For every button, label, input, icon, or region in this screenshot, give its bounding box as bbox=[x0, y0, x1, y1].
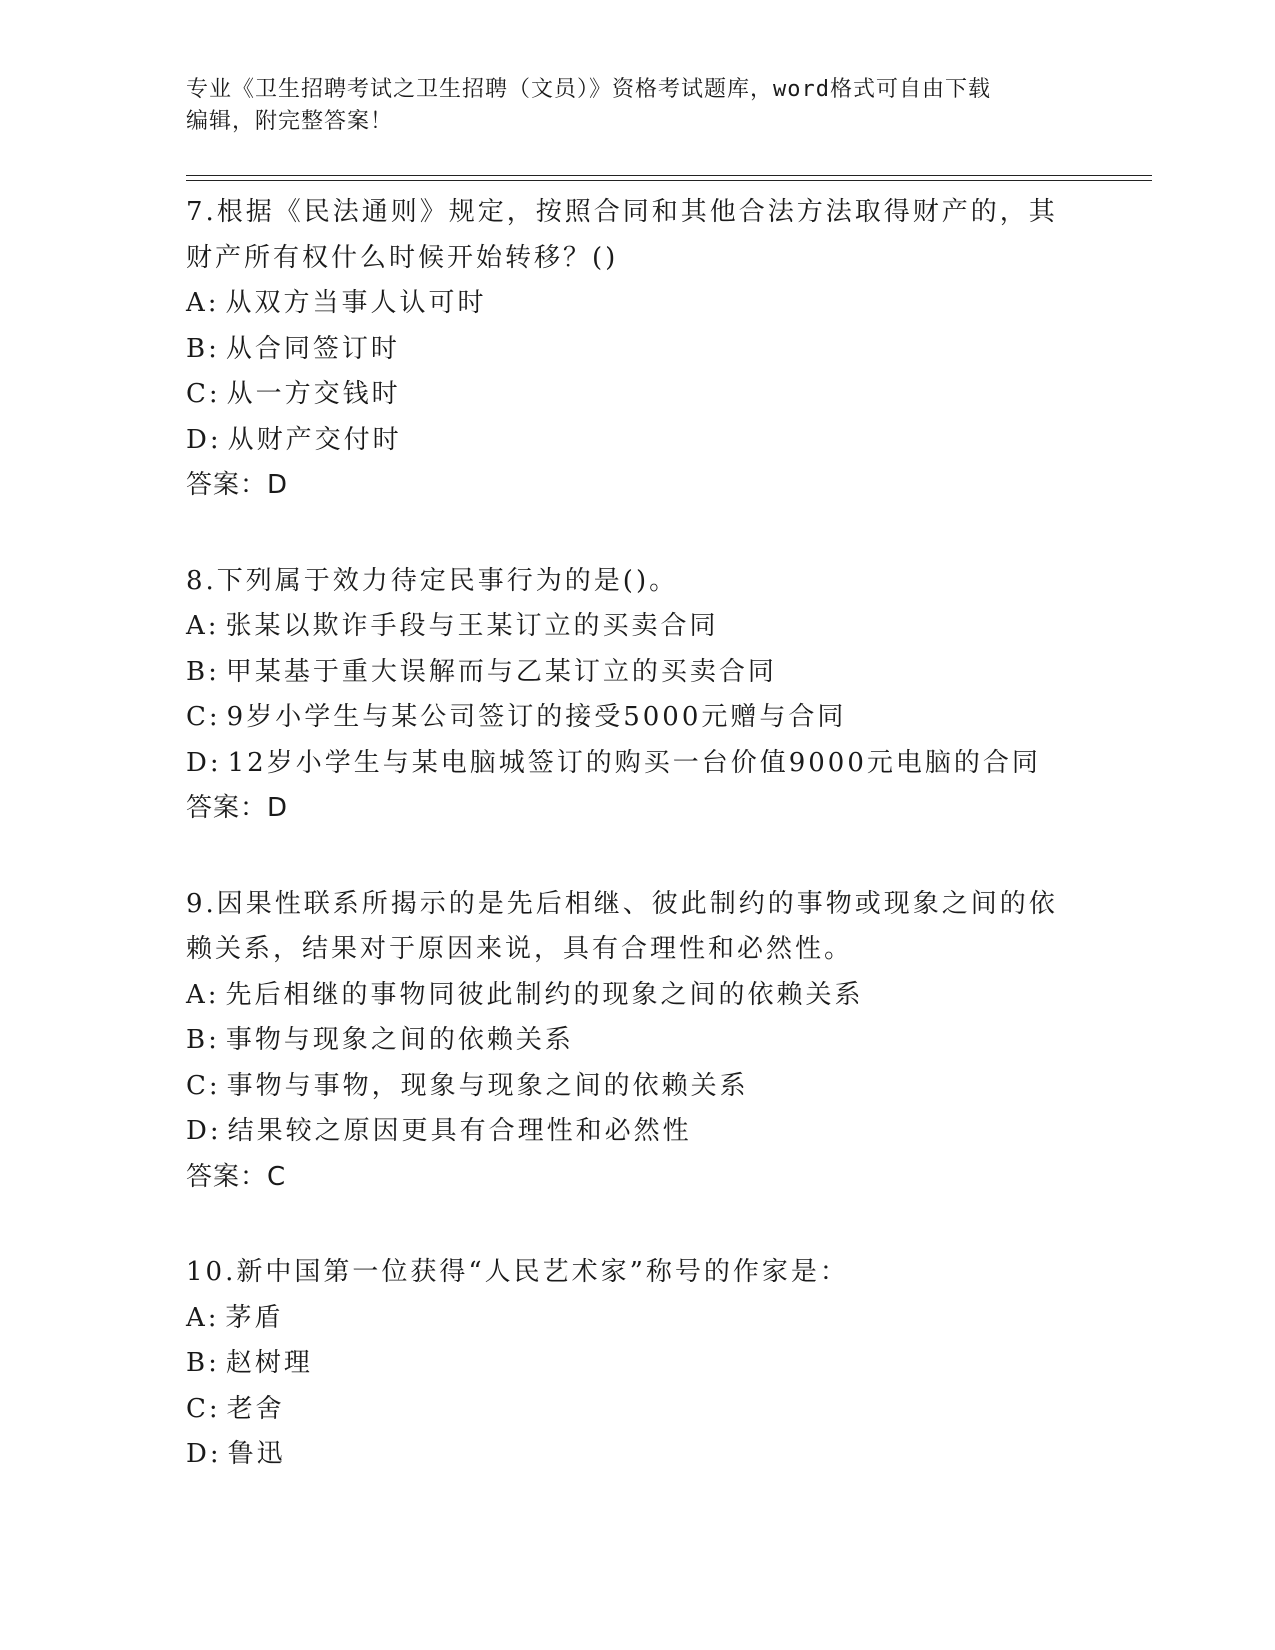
option-letter: B: bbox=[186, 1025, 220, 1055]
spacer bbox=[186, 509, 1086, 559]
option-letter: C: bbox=[186, 1070, 221, 1101]
question-stem-line: 8.下列属于效力待定民事行为的是()。 bbox=[186, 565, 679, 596]
option-text: 事物与现象之间的依赖关系 bbox=[225, 1025, 574, 1055]
option-letter: A: bbox=[186, 979, 220, 1010]
question-stem-line: 财产所有权什么时候开始转移？() bbox=[186, 242, 619, 273]
document-header bbox=[186, 74, 1066, 138]
option-text: 张某以欺诈手段与王某订立的买卖合同 bbox=[225, 611, 719, 641]
option-letter: D: bbox=[186, 1439, 222, 1469]
option-text: 赵树理 bbox=[225, 1348, 313, 1378]
header-line-2: 编辑，附完整答案！ bbox=[186, 109, 394, 134]
spacer bbox=[186, 832, 1086, 882]
option-b bbox=[186, 1341, 1086, 1387]
option-text: 事物与事物，现象与现象之间的依赖关系 bbox=[226, 1070, 749, 1101]
option-a bbox=[186, 973, 1086, 1019]
option-a bbox=[186, 604, 1086, 650]
question-stem-line: 7.根据《民法通则》规定，按照合同和其他合法方法取得财产的，其 bbox=[186, 197, 1058, 227]
option-text: 从双方当事人认可时 bbox=[225, 288, 487, 318]
option-b bbox=[186, 1018, 1086, 1064]
option-c bbox=[186, 372, 1086, 418]
question-8 bbox=[186, 559, 1086, 832]
option-c bbox=[186, 1064, 1086, 1110]
option-c bbox=[186, 1387, 1086, 1433]
spacer bbox=[186, 1200, 1086, 1250]
header-divider-bottom bbox=[186, 180, 1152, 181]
option-d bbox=[186, 418, 1086, 464]
option-letter: A: bbox=[186, 1302, 220, 1333]
option-letter: B: bbox=[186, 656, 220, 687]
answer-line: 答案：C bbox=[186, 1161, 287, 1192]
option-text: 鲁迅 bbox=[227, 1439, 286, 1469]
option-letter: B: bbox=[186, 1348, 220, 1378]
question-list bbox=[186, 190, 1086, 1478]
header-divider-top bbox=[186, 175, 1152, 176]
option-d bbox=[186, 1432, 1086, 1478]
option-b bbox=[186, 650, 1086, 696]
option-letter: D: bbox=[186, 1116, 222, 1146]
option-text: 9岁小学生与某公司签订的接受5000元赠与合同 bbox=[226, 702, 847, 732]
question-9 bbox=[186, 882, 1086, 1201]
question-10 bbox=[186, 1250, 1086, 1478]
question-7 bbox=[186, 190, 1086, 509]
option-text: 先后相继的事物同彼此制约的现象之间的依赖关系 bbox=[225, 979, 864, 1010]
option-d bbox=[186, 741, 1086, 787]
option-letter: D: bbox=[186, 424, 222, 455]
option-c bbox=[186, 695, 1086, 741]
option-text: 从合同签订时 bbox=[225, 333, 400, 364]
header-line-1: 专业《卫生招聘考试之卫生招聘（文员）》资格考试题库，word格式可自由下载 bbox=[186, 77, 991, 102]
option-letter: B: bbox=[186, 333, 220, 364]
question-stem-line: 赖关系，结果对于原因来说，具有合理性和必然性。 bbox=[186, 934, 854, 964]
option-text: 结果较之原因更具有合理性和必然性 bbox=[227, 1116, 692, 1146]
option-b bbox=[186, 327, 1086, 373]
answer-line: 答案：D bbox=[186, 470, 289, 500]
option-text: 从一方交钱时 bbox=[226, 379, 401, 409]
question-stem-line: 9.因果性联系所揭示的是先后相继、彼此制约的事物或现象之间的依 bbox=[186, 888, 1058, 919]
option-letter: D: bbox=[186, 747, 222, 778]
question-stem-line: 10.新中国第一位获得“人民艺术家”称号的作家是： bbox=[186, 1257, 849, 1287]
option-text: 老舍 bbox=[226, 1393, 285, 1424]
option-text: 从财产交付时 bbox=[227, 424, 402, 455]
option-text: 茅盾 bbox=[225, 1302, 284, 1333]
option-text: 甲某基于重大误解而与乙某订立的买卖合同 bbox=[225, 656, 777, 687]
option-a bbox=[186, 1296, 1086, 1342]
option-letter: A: bbox=[186, 288, 220, 318]
option-letter: C: bbox=[186, 379, 221, 409]
option-a bbox=[186, 281, 1086, 327]
option-letter: C: bbox=[186, 1393, 221, 1424]
option-d bbox=[186, 1109, 1086, 1155]
answer-line: 答案：D bbox=[186, 793, 289, 823]
option-letter: A: bbox=[186, 611, 220, 641]
option-text: 12岁小学生与某电脑城签订的购买一台价值9000元电脑的合同 bbox=[227, 747, 1041, 778]
option-letter: C: bbox=[186, 702, 221, 732]
